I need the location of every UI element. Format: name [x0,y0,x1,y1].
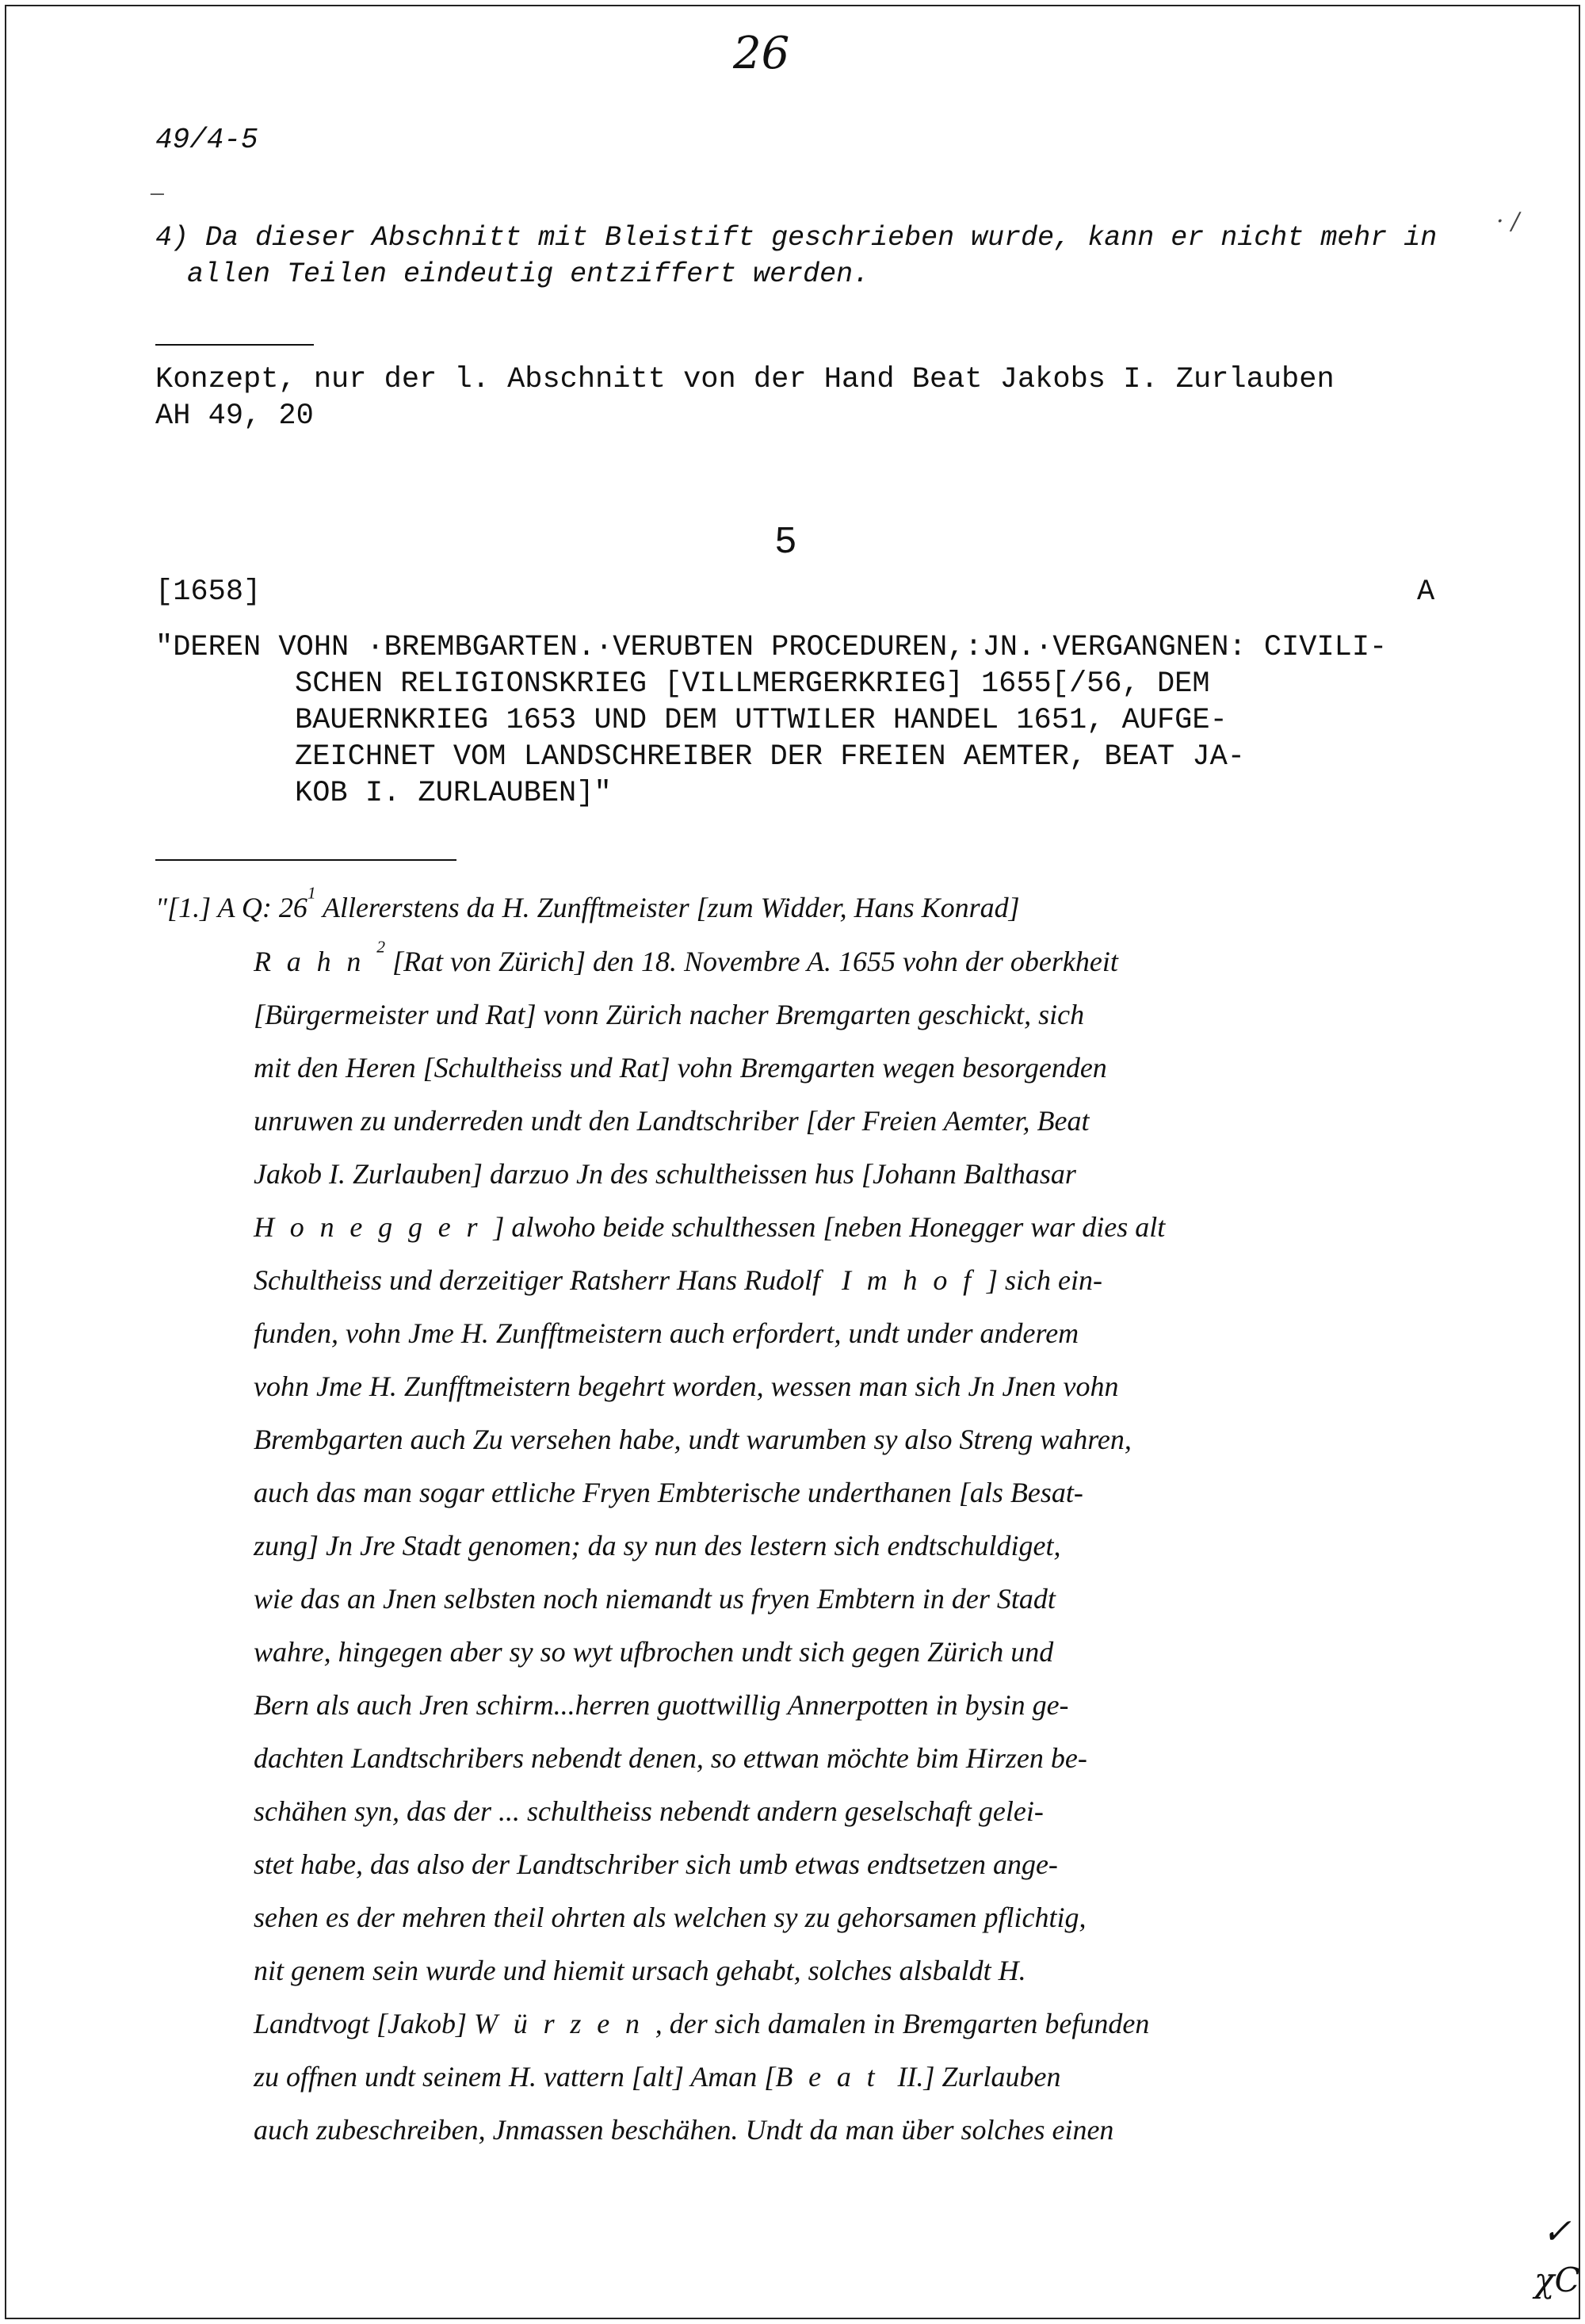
footnote-ref-2: 2 [376,937,385,957]
document-date: [1658] [155,575,262,609]
body-line-23-b: II.] Zurlauben [890,2061,1061,2093]
body-line-22 [254,2007,1149,2040]
body-line-10: vohn Jme H. Zunfftmeistern begehrt worden, wessen man sich Jn Jnen vohn [254,1370,1119,1402]
title-line-2: SCHEN RELIGIONSKRIEG [VILLMERGERKRIEG] 1655[/56, DEM [295,667,1210,701]
body-line-3: [Bürgermeister und Rat] vonn Zürich nacher Bremgarten geschickt, sich [254,999,1085,1030]
title-line-1: "DEREN VOHN ·BREMBGARTEN.·VERUBTEN PROCEDUREN,:JN.·VERGANGNEN: CIVILI- [155,631,1388,664]
body-line-4: mit den Heren [Schultheiss und Rat] vohn Bremgarten wegen besorgenden [254,1052,1107,1084]
body-line-8-a: Schultheiss und derzeitiger Ratsherr Hans Rudolf [254,1264,820,1296]
body-line-20: sehen es der mehren theil ohrten als welchen sy zu gehorsamen pflichtig, [254,1902,1087,1933]
source-note-line-1: Konzept, nur der l. Abschnitt von der Hand Beat Jakobs I. Zurlauben [155,363,1335,396]
body-line-11: Brembgarten auch Zu versehen habe, undt warumben sy also Streng wahren, [254,1424,1132,1455]
body-line-21: nit genem sein wurde und hiemit ursach gehabt, solches alsbaldt H. [254,1955,1026,1986]
body-line-18: schähen syn, das der ... schultheiss nebendt andern geselschaft gelei- [254,1795,1044,1827]
body-line-17: dachten Landtschribers nebendt denen, so ettwan möchte bim Hirzen be- [254,1742,1087,1774]
body-line-16: Bern als auch Jren schirm...herren guottwillig Annerpotten in bysin ge- [254,1689,1069,1721]
body-line-1 [155,883,1020,924]
margin-mark-top-right: · / [1496,208,1520,235]
body-line-15: wahre, hingegen aber sy so wyt ufbrochen undt sich gegen Zürich und [254,1636,1054,1668]
title-line-3: BAUERNKRIEG 1653 UND DEM UTTWILER HANDEL 1651, AUFGE- [295,704,1228,737]
body-line-12: auch das man sogar ettliche Fryen Embterische underthanen [als Besat- [254,1477,1083,1508]
source-note-rule [155,344,314,346]
body-line-2-b: [Rat von Zürich] den 18. Novembre A. 1655 vohn der oberkheit [385,946,1118,977]
footnote-line-1: 4) Da dieser Abschnitt mit Bleistift geschrieben wurde, kann er nicht mehr in [155,222,1438,254]
body-line-13: zung] Jn Jre Stadt genomen; da sy nun des lestern sich endtschuldiget, [254,1530,1061,1561]
body-line-5: unruwen zu underreden undt den Landtschriber [der Freien Aemter, Beat [254,1105,1090,1137]
name-imhof: Imhof [841,1264,987,1296]
source-note-line-2: AH 49, 20 [155,399,314,433]
margin-code-mark: χC [1534,2261,1580,2299]
body-line-8 [254,1263,1102,1297]
body-line-2 [254,937,1118,978]
body-line-14: wie das an Jnen selbsten noch niemandt us fryen Embtern in der Stadt [254,1583,1056,1615]
body-line-24: auch zubeschreiben, Jnmassen beschähen. Undt da man über solches einen [254,2114,1114,2146]
name-wuerzen: Würzen [473,2008,655,2039]
name-honegger: Honegger [254,1211,494,1243]
body-line-7-b: ] alwoho beide schulthessen [neben Honegger war dies alt [493,1211,1166,1243]
margin-check-mark: ✓ [1542,2211,1572,2252]
margin-dash: — [151,182,164,207]
body-line-19: stet habe, das also der Landtschriber sich umb etwas endtsetzen ange- [254,1848,1058,1880]
document-number: 5 [774,522,797,564]
body-line-7 [254,1210,1165,1244]
footnote-line-2: allen Teilen eindeutig entziffert werden. [187,258,870,290]
archive-reference: 49/4-5 [155,124,258,156]
page-number: 26 [733,28,790,79]
name-rahn: Rahn [254,946,377,977]
body-line-1-b: Allererstens da H. Zunfftmeister [zum Widder, Hans Konrad] [315,892,1020,923]
body-line-8-c: ] sich ein- [986,1264,1102,1296]
body-line-22-b: , der sich damalen in Bremgarten befunden [655,2008,1150,2039]
body-line-6: Jakob I. Zurlauben] darzuo Jn des schultheissen hus [Johann Balthasar [254,1158,1076,1190]
body-rule [155,859,456,861]
title-line-5: KOB I. ZURLAUBEN]" [295,777,612,810]
name-beat: Beat [775,2061,891,2093]
document-marker: A [1417,575,1435,609]
title-line-4: ZEICHNET VOM LANDSCHREIBER DER FREIEN AEMTER, BEAT JA- [295,740,1245,774]
body-line-23 [254,2060,1060,2093]
body-line-23-a: zu offnen undt seinem H. vattern [alt] Aman [ [254,2061,776,2093]
body-line-22-a: Landtvogt [Jakob] [254,2008,474,2039]
footnote-ref-1: 1 [307,883,316,903]
body-line-1-a: "[1.] A Q: 26 [155,892,307,923]
body-line-9: funden, vohn Jme H. Zunfftmeistern auch erfordert, undt under anderem [254,1317,1079,1349]
